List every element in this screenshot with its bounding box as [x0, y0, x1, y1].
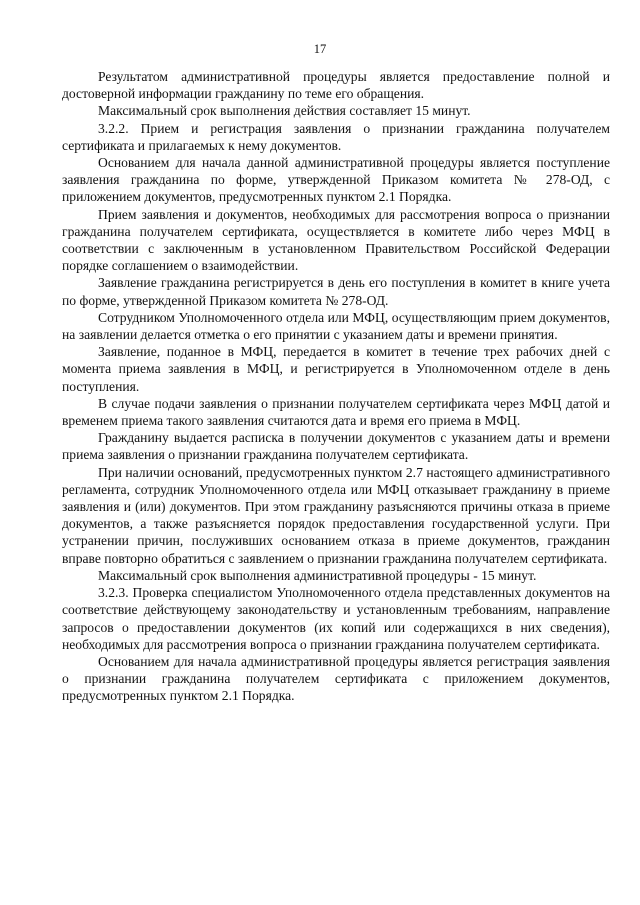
paragraph: Заявление гражданина регистрируется в день его поступления в комитет в книге учета по форме, утвержденной Приказом комитета № 278-ОД.: [62, 275, 610, 308]
paragraph: Основанием для начала данной административной процедуры является поступление заявления гражданина по форме, утвержденной Приказом комитета № 278-ОД, с приложением документов, предусмотренных пунктом 2.1 Порядка.: [62, 155, 610, 205]
paragraph: Максимальный срок выполнения административной процедуры - 15 минут.: [98, 567, 537, 583]
paragraph: Максимальный срок выполнения действия составляет 15 минут.: [98, 103, 471, 119]
paragraph: В случае подачи заявления о признании получателем сертификата через МФЦ датой и временем приема такого заявления считаются дата и время его приема в МФЦ.: [62, 395, 610, 429]
paragraph: Результатом административной процедуры является предоставление полной и достоверной информации гражданину по теме его обращения.: [62, 69, 610, 102]
paragraph: 3.2.2. Прием и регистрация заявления о признании гражданина получателем сертификата и прилагаемых к нему документов.: [62, 120, 610, 153]
paragraph: Заявление, поданное в МФЦ, передается в комитет в течение трех рабочих дней с момента приема заявления в МФЦ, и регистрируется в Уполномоченном отделе в день поступления.: [62, 344, 610, 394]
paragraph: Гражданину выдается расписка в получении документов с указанием даты и времени приема заявления о признании гражданина получателем сертификата.: [62, 430, 610, 463]
paragraph: 3.2.3. Проверка специалистом Уполномоченного отдела представленных документов на соответствие действующему законодательству и установленным требованиям, направление запросов о предоставлении документов (их копий или содержащихся в них сведения), необходимых для рассмотрения вопроса о признании гражданина получателем сертификата.: [62, 585, 610, 652]
paragraph: Основанием для начала административной процедуры является регистрация заявления о признании гражданина получателем сертификата с приложением документов, предусмотренных пунктом 2.1 Порядка.: [62, 653, 610, 704]
document-body: [62, 68, 610, 705]
paragraph: Сотрудником Уполномоченного отдела или МФЦ, осуществляющим прием документов, на заявлении делается отметка о его принятии с указанием даты и времени принятия.: [62, 309, 610, 343]
page-number: 17: [313, 42, 327, 56]
paragraph: При наличии оснований, предусмотренных пунктом 2.7 настоящего административного регламента, сотрудник Уполномоченного отдела или МФЦ отказывает гражданину в приеме заявления и (или) документов. При этом гражданину разъясняются причины отказа в приеме документов, а также разъясняется порядок предоставления государственной услуги. При устранении причин, послуживших основанием отказа в приеме документов, гражданин вправе повторно обратиться с заявлением о признании гражданина получателем сертификата.: [62, 464, 610, 566]
paragraph: Прием заявления и документов, необходимых для рассмотрения вопроса о признании гражданина получателем сертификата, осуществляется в комитете либо через МФЦ в соответствии с заключенным в установленном Правительством Российской Федерации порядке соглашением о взаимодействии.: [62, 206, 610, 274]
